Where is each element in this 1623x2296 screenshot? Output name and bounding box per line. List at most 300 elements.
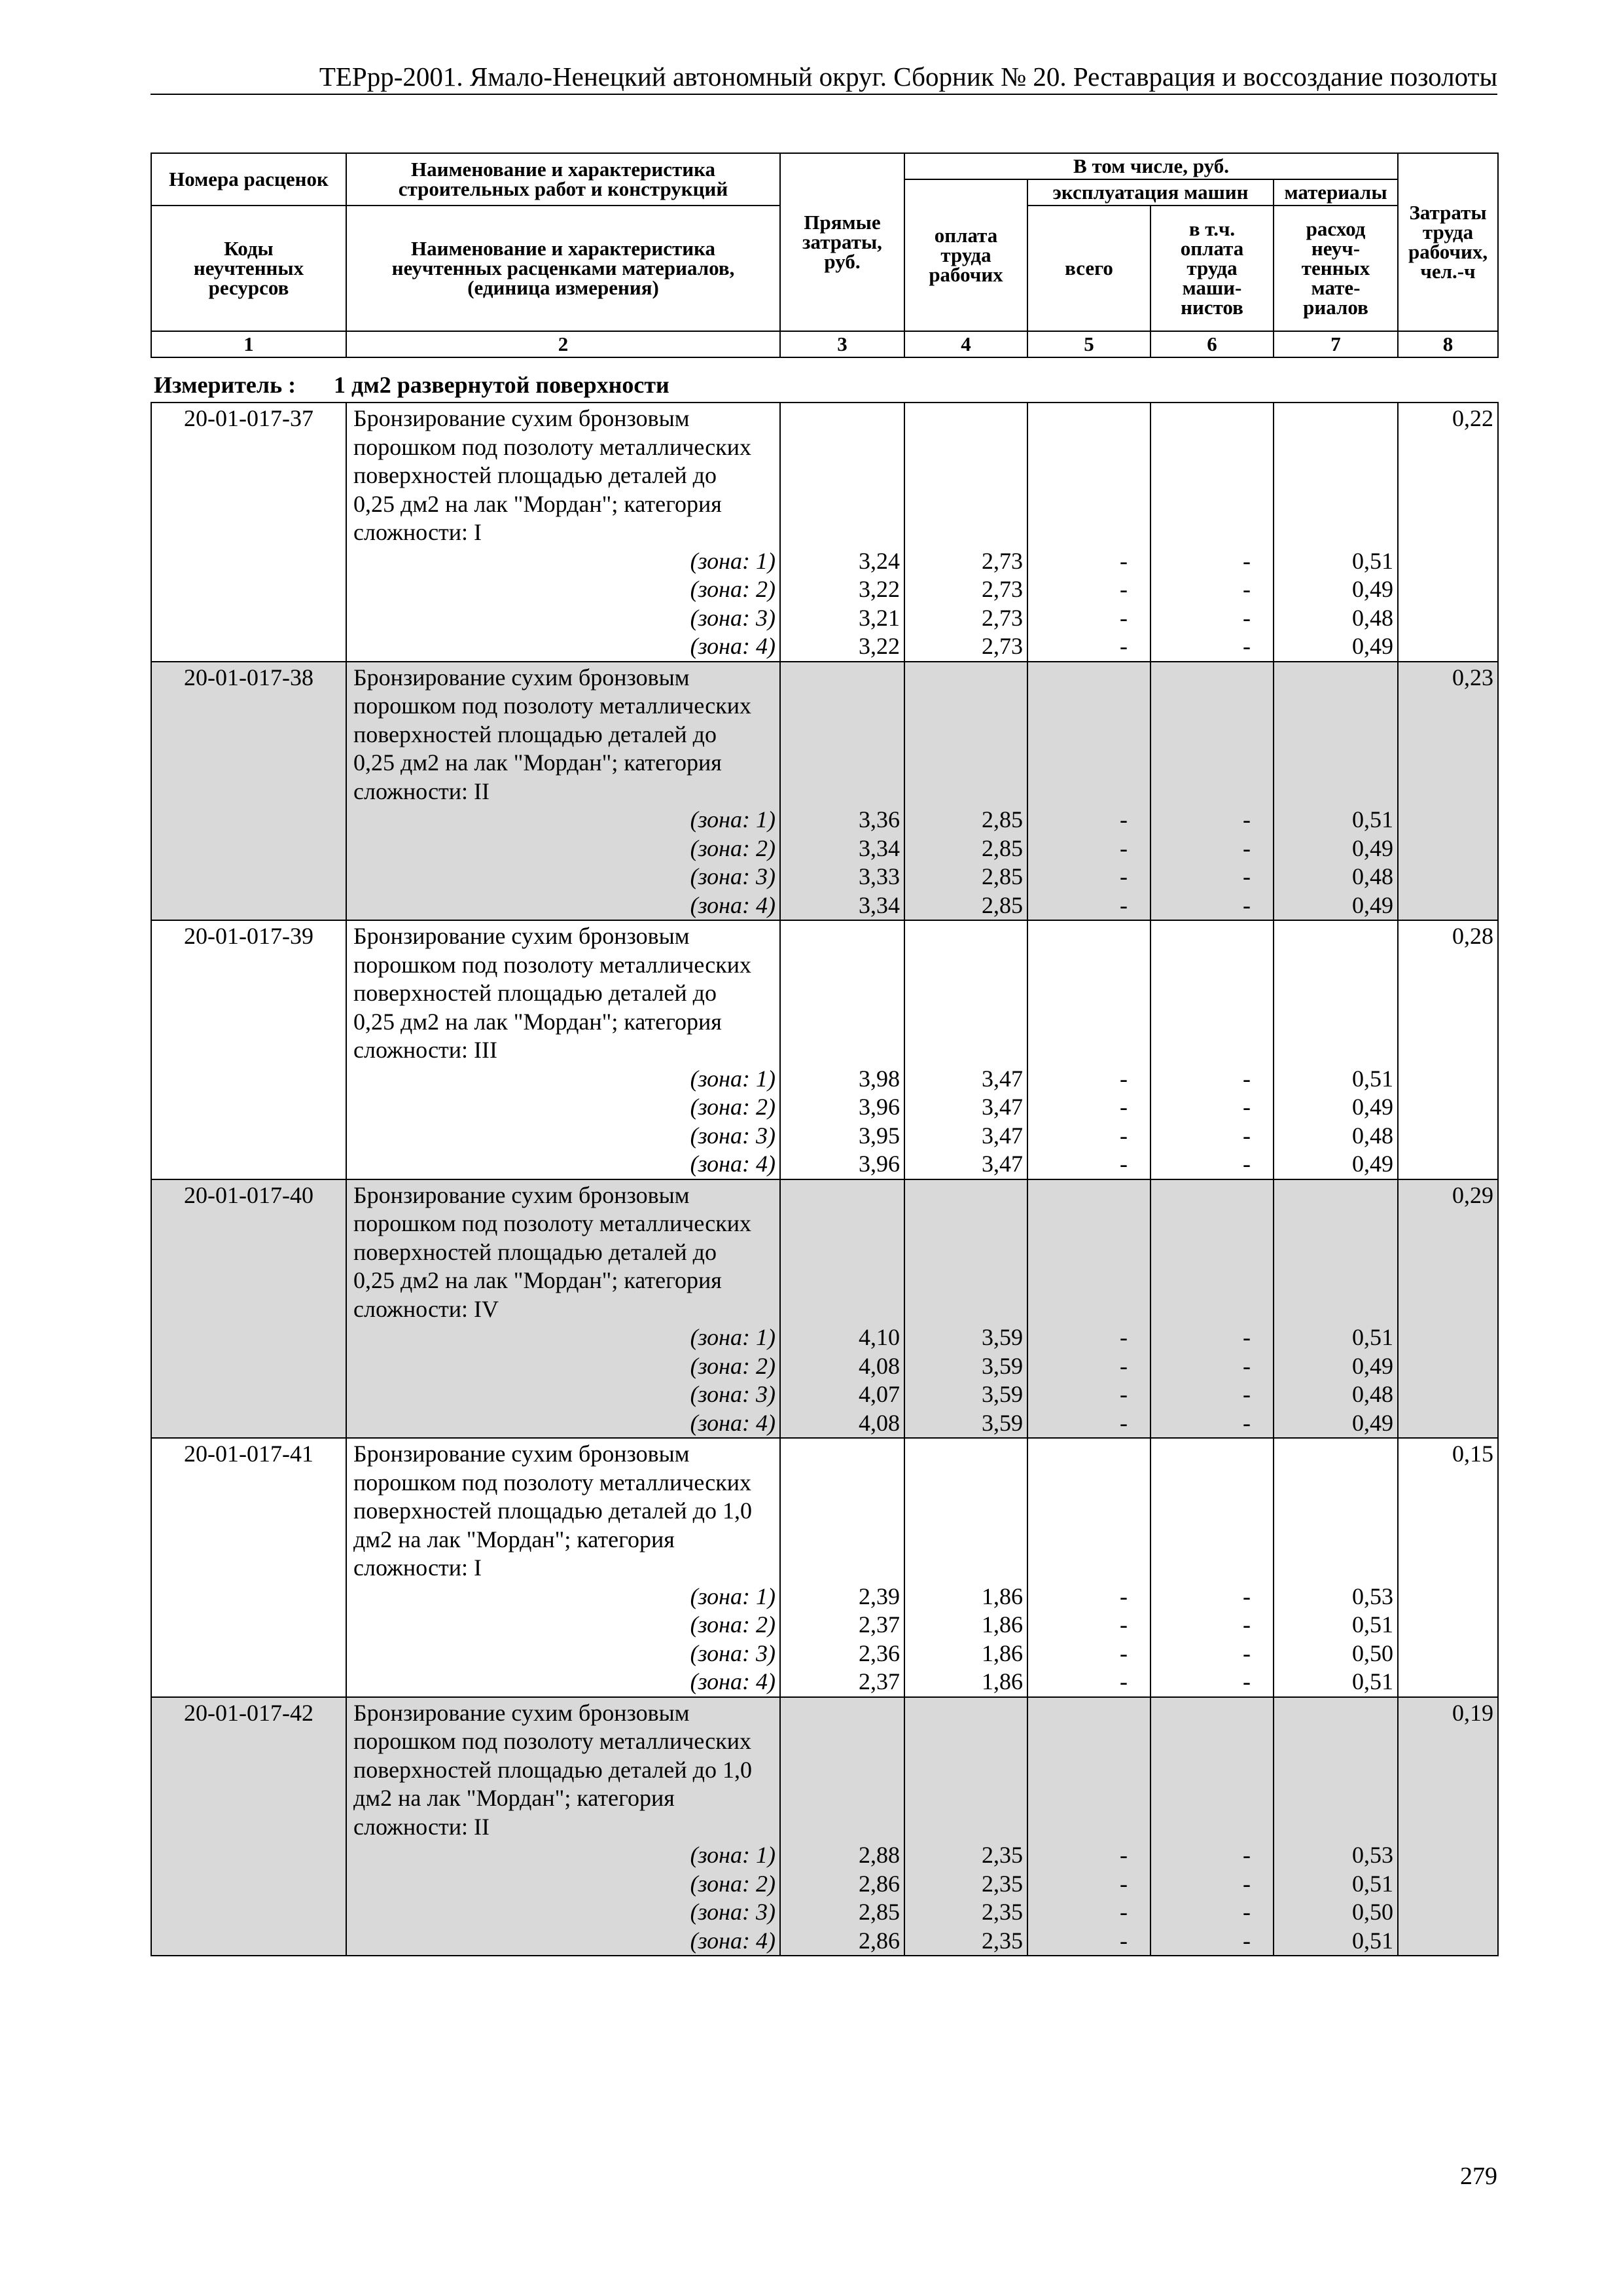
machinists-pay-value: - (1243, 863, 1251, 889)
machines-total-value: - (1120, 1668, 1128, 1695)
labor-pay-value: 2,85 (982, 834, 1023, 861)
col-number: 5 (1027, 331, 1150, 357)
spacer (781, 1813, 900, 1842)
spacer (781, 721, 900, 749)
machinists-pay-value: - (1243, 834, 1251, 861)
spacer (1274, 461, 1393, 490)
machinists-pay-value: - (1243, 1611, 1251, 1638)
spacer (781, 404, 900, 433)
machines-total (1027, 403, 1150, 662)
spacer (781, 1756, 900, 1785)
description-line: порошком под позолоту металлических (353, 692, 751, 719)
spacer (905, 1813, 1023, 1842)
rate-code: 20-01-017-42 (151, 1697, 346, 1956)
machinists-pay (1150, 662, 1274, 921)
materials-use-value: 0,48 (1352, 863, 1393, 889)
labor-pay-value: 2,35 (982, 1870, 1023, 1897)
description-line: 0,25 дм2 на лак "Мордан"; категория (353, 490, 722, 517)
spacer (1274, 1238, 1393, 1267)
zone-label: (зона: 4) (690, 1927, 776, 1954)
spacer (1028, 404, 1128, 433)
spacer (781, 778, 900, 806)
machines-total (1027, 1697, 1150, 1956)
header-materials-line: неуч- (1311, 237, 1361, 260)
materials-use-value: 0,51 (1352, 806, 1393, 833)
materials-use (1274, 662, 1398, 921)
spacer (905, 1497, 1023, 1526)
direct-costs-value: 3,36 (859, 806, 900, 833)
description-line: порошком под позолоту металлических (353, 1469, 751, 1496)
description-line: Бронзирование сухим бронзовым (353, 923, 690, 949)
header-labor-cost-line: Затраты (1409, 201, 1487, 224)
machinists-pay-value: - (1243, 891, 1251, 918)
spacer (1028, 1727, 1128, 1756)
description-line: поверхностей площадью деталей до (353, 462, 717, 488)
materials-use-value: 0,48 (1352, 604, 1393, 631)
labor-pay-value: 1,86 (982, 1640, 1023, 1666)
direct-costs (780, 1697, 904, 1956)
machinists-pay-value: - (1243, 1094, 1251, 1120)
spacer (1151, 1210, 1251, 1238)
labor-pay-value: 3,59 (982, 1352, 1023, 1379)
spacer (1274, 1526, 1393, 1554)
header-rule (151, 94, 1497, 95)
description-line: Бронзирование сухим бронзовым (353, 1441, 690, 1467)
spacer (1028, 664, 1128, 692)
spacer (1028, 490, 1128, 519)
labor-pay-value: 2,35 (982, 1899, 1023, 1925)
zone-label: (зона: 3) (690, 1899, 776, 1925)
spacer (1151, 1526, 1251, 1554)
spacer (781, 922, 900, 951)
direct-costs (780, 1438, 904, 1697)
labor-pay-value: 3,59 (982, 1324, 1023, 1350)
table-row (151, 1697, 1498, 1956)
spacer (1274, 1727, 1393, 1756)
spacer (1028, 1756, 1128, 1785)
labor-pay-value: 3,47 (982, 1151, 1023, 1177)
spacer (781, 1554, 900, 1583)
spacer (905, 1469, 1023, 1498)
header-machinists-line: оплата (1180, 237, 1244, 260)
machinists-pay-value: - (1243, 633, 1251, 659)
spacer (781, 1497, 900, 1526)
machines-total-value: - (1120, 1324, 1128, 1350)
materials-use-value: 0,53 (1352, 1842, 1393, 1868)
spacer (1274, 1497, 1393, 1526)
description-line: дм2 на лак "Мордан"; категория (353, 1526, 675, 1552)
description-line: сложности: II (353, 1813, 490, 1840)
measure-line (154, 370, 669, 399)
spacer (905, 1295, 1023, 1324)
measure-label: Измеритель : (154, 372, 296, 398)
direct-costs-value: 4,07 (859, 1381, 900, 1407)
machinists-pay (1150, 1697, 1274, 1956)
direct-costs-value: 3,22 (859, 633, 900, 659)
machines-total-value: - (1120, 806, 1128, 833)
direct-costs-value: 3,95 (859, 1122, 900, 1149)
table-header (151, 152, 1499, 358)
spacer (905, 1036, 1023, 1065)
spacer (905, 1238, 1023, 1267)
machines-total-value: - (1120, 863, 1128, 889)
header-direct-costs-line: затраты, (802, 230, 882, 253)
labor-pay-value: 1,86 (982, 1611, 1023, 1638)
spacer (1028, 433, 1128, 462)
spacer (1028, 1181, 1128, 1210)
spacer (781, 1440, 900, 1469)
spacer (1274, 1784, 1393, 1813)
header-work-name (346, 153, 780, 206)
description-line: поверхностей площадью деталей до (353, 980, 717, 1006)
materials-use-value: 0,48 (1352, 1122, 1393, 1149)
machines-total-value: - (1120, 1611, 1128, 1638)
spacer (1028, 1036, 1128, 1065)
labor-pay-value: 2,85 (982, 863, 1023, 889)
machinists-pay-value: - (1243, 1870, 1251, 1897)
spacer (1274, 778, 1393, 806)
direct-costs-value: 3,96 (859, 1094, 900, 1120)
labor-cost: 0,15 (1398, 1438, 1498, 1697)
spacer (1151, 1181, 1251, 1210)
labor-pay (904, 1438, 1027, 1697)
machines-total-value: - (1120, 1122, 1128, 1149)
header-codes-line: неучтенных (193, 257, 304, 279)
spacer (1028, 1238, 1128, 1267)
direct-costs-value: 2,86 (859, 1927, 900, 1954)
machines-total (1027, 1179, 1150, 1439)
header-labor-pay (904, 179, 1027, 331)
machines-total (1027, 662, 1150, 921)
header-materials-use (1274, 206, 1398, 331)
spacer (781, 1238, 900, 1267)
spacer (1151, 922, 1251, 951)
zone-label: (зона: 2) (690, 1094, 776, 1120)
direct-costs-value: 3,24 (859, 547, 900, 574)
description-line: 0,25 дм2 на лак "Мордан"; категория (353, 749, 722, 776)
spacer (1274, 1036, 1393, 1065)
zone-label: (зона: 3) (690, 1381, 776, 1407)
spacer (1151, 1497, 1251, 1526)
materials-use-value: 0,50 (1352, 1640, 1393, 1666)
header-direct-costs (780, 153, 904, 331)
table-row (151, 1438, 1498, 1697)
machines-total-value: - (1120, 633, 1128, 659)
description-line: сложности: III (353, 1037, 498, 1063)
materials-use-value: 0,49 (1352, 834, 1393, 861)
labor-pay-value: 2,85 (982, 806, 1023, 833)
description-line: поверхностей площадью деталей до (353, 721, 717, 747)
spacer (1274, 749, 1393, 778)
spacer (1274, 518, 1393, 547)
description-line: Бронзирование сухим бронзовым (353, 405, 690, 431)
rate-code: 20-01-017-38 (151, 662, 346, 921)
materials-use-value: 0,51 (1352, 1870, 1393, 1897)
machines-total-value: - (1120, 604, 1128, 631)
labor-pay-value: 3,47 (982, 1122, 1023, 1149)
machinists-pay (1150, 403, 1274, 662)
rate-code: 20-01-017-39 (151, 920, 346, 1179)
spacer (1274, 1813, 1393, 1842)
spacer (905, 721, 1023, 749)
spacer (781, 692, 900, 721)
materials-use-value: 0,51 (1352, 547, 1393, 574)
spacer (781, 1008, 900, 1037)
materials-use-value: 0,49 (1352, 633, 1393, 659)
labor-pay-value: 2,85 (982, 891, 1023, 918)
page-number: 279 (1460, 2162, 1497, 2190)
spacer (781, 1727, 900, 1756)
spacer (905, 404, 1023, 433)
machinists-pay-value: - (1243, 1122, 1251, 1149)
description-line: 0,25 дм2 на лак "Мордан"; категория (353, 1267, 722, 1293)
spacer (781, 490, 900, 519)
rate-code: 20-01-017-41 (151, 1438, 346, 1697)
description-line: порошком под позолоту металлических (353, 1728, 751, 1754)
header-labor-pay-line: оплата (934, 224, 998, 247)
header-unaccounted-codes (151, 206, 346, 331)
labor-pay-value: 3,59 (982, 1381, 1023, 1407)
header-labor-pay-line: труда (940, 243, 991, 266)
machinists-pay-value: - (1243, 1842, 1251, 1868)
labor-pay-value: 2,35 (982, 1927, 1023, 1954)
header-work-name-line: строительных работ и конструкций (398, 177, 728, 200)
spacer (905, 749, 1023, 778)
spacer (1274, 1008, 1393, 1037)
labor-pay-value: 1,86 (982, 1583, 1023, 1609)
labor-cost: 0,19 (1398, 1697, 1498, 1956)
machines-total-value: - (1120, 547, 1128, 574)
spacer (1151, 1554, 1251, 1583)
materials-use-value: 0,53 (1352, 1583, 1393, 1609)
spacer (1028, 1813, 1128, 1842)
spacer (1028, 721, 1128, 749)
description-line: сложности: I (353, 519, 482, 545)
spacer (905, 1699, 1023, 1728)
spacer (1028, 979, 1128, 1008)
direct-costs-value: 3,22 (859, 576, 900, 602)
materials-use (1274, 1697, 1398, 1956)
spacer (781, 1036, 900, 1065)
header-labor-pay-line: рабочих (929, 263, 1003, 286)
zone-label: (зона: 4) (690, 633, 776, 659)
spacer (1028, 1699, 1128, 1728)
spacer (1151, 721, 1251, 749)
spacer (905, 1210, 1023, 1238)
materials-use-value: 0,49 (1352, 1409, 1393, 1436)
direct-costs-value: 4,08 (859, 1409, 900, 1436)
spacer (1274, 1699, 1393, 1728)
description-line: Бронзирование сухим бронзовым (353, 1181, 690, 1208)
spacer (1151, 404, 1251, 433)
labor-cost: 0,29 (1398, 1179, 1498, 1439)
spacer (1151, 778, 1251, 806)
direct-costs-value: 4,10 (859, 1324, 900, 1350)
spacer (1151, 1238, 1251, 1267)
spacer (1028, 1210, 1128, 1238)
labor-cost: 0,22 (1398, 403, 1498, 662)
materials-use (1274, 403, 1398, 662)
spacer (1151, 1813, 1251, 1842)
spacer (905, 922, 1023, 951)
zone-label: (зона: 1) (690, 1842, 776, 1868)
header-unaccounted-line: неучтенных расценками материалов, (391, 257, 735, 279)
spacer (1151, 1727, 1251, 1756)
spacer (1151, 1295, 1251, 1324)
header-materials-line: риалов (1303, 296, 1368, 319)
materials-use (1274, 920, 1398, 1179)
header-direct-costs-line: руб. (824, 250, 861, 273)
description-line: поверхностей площадью деталей до 1,0 (353, 1756, 752, 1783)
spacer (905, 490, 1023, 519)
spacer (1274, 1295, 1393, 1324)
spacer (781, 1266, 900, 1295)
spacer (1274, 404, 1393, 433)
zone-label: (зона: 1) (690, 1065, 776, 1092)
spacer (1274, 951, 1393, 980)
header-machinists-line: труда (1186, 257, 1238, 279)
direct-costs-value: 2,88 (859, 1842, 900, 1868)
materials-use-value: 0,51 (1352, 1324, 1393, 1350)
spacer (781, 1181, 900, 1210)
header-labor-cost (1398, 153, 1498, 331)
spacer (1274, 979, 1393, 1008)
spacer (905, 1784, 1023, 1813)
machines-total-value: - (1120, 1640, 1128, 1666)
col-number: 8 (1398, 331, 1498, 357)
direct-costs-value: 2,37 (859, 1611, 900, 1638)
machinists-pay-value: - (1243, 1927, 1251, 1954)
spacer (1028, 749, 1128, 778)
rate-code: 20-01-017-40 (151, 1179, 346, 1439)
machinists-pay-value: - (1243, 576, 1251, 602)
header-including: В том числе, руб. (904, 153, 1398, 179)
machines-total-value: - (1120, 1899, 1128, 1925)
machines-total-value: - (1120, 1352, 1128, 1379)
header-materials-line: тенных (1301, 257, 1370, 279)
col-number: 7 (1274, 331, 1398, 357)
machines-total-value: - (1120, 1151, 1128, 1177)
direct-costs-value: 3,34 (859, 834, 900, 861)
machinists-pay-value: - (1243, 547, 1251, 574)
direct-costs-value: 3,34 (859, 891, 900, 918)
spacer (781, 1469, 900, 1498)
spacer (1151, 951, 1251, 980)
header-machines-total: всего (1027, 206, 1150, 331)
labor-pay (904, 1697, 1027, 1956)
zone-label: (зона: 2) (690, 1870, 776, 1897)
labor-cost: 0,28 (1398, 920, 1498, 1179)
header-direct-costs-line: Прямые (804, 211, 881, 234)
spacer (1028, 1554, 1128, 1583)
rate-description (346, 403, 780, 662)
spacer (1151, 1440, 1251, 1469)
spacer (1274, 490, 1393, 519)
spacer (1028, 1469, 1128, 1498)
spacer (781, 664, 900, 692)
materials-use-value: 0,49 (1352, 1352, 1393, 1379)
spacer (1028, 461, 1128, 490)
spacer (1151, 664, 1251, 692)
header-labor-cost-line: труда (1422, 221, 1474, 243)
table-row (151, 920, 1498, 1179)
spacer (1151, 749, 1251, 778)
machines-total-value: - (1120, 576, 1128, 602)
spacer (1028, 1008, 1128, 1037)
labor-pay (904, 920, 1027, 1179)
description-line: 0,25 дм2 на лак "Мордан"; категория (353, 1008, 722, 1035)
machines-total-value: - (1120, 1583, 1128, 1609)
spacer (1274, 433, 1393, 462)
spacer (1151, 1036, 1251, 1065)
description-line: сложности: I (353, 1554, 482, 1581)
spacer (1028, 1784, 1128, 1813)
spacer (905, 979, 1023, 1008)
description-line: дм2 на лак "Мордан"; категория (353, 1785, 675, 1811)
labor-pay-value: 2,73 (982, 547, 1023, 574)
header-machines: эксплуатация машин (1027, 179, 1274, 206)
spacer (781, 951, 900, 980)
spacer (905, 1554, 1023, 1583)
spacer (781, 518, 900, 547)
spacer (1151, 490, 1251, 519)
rate-code: 20-01-017-37 (151, 403, 346, 662)
machines-total-value: - (1120, 1381, 1128, 1407)
machinists-pay-value: - (1243, 1583, 1251, 1609)
spacer (1151, 692, 1251, 721)
direct-costs-value: 2,86 (859, 1870, 900, 1897)
materials-use-value: 0,49 (1352, 1151, 1393, 1177)
spacer (1274, 1756, 1393, 1785)
spacer (1028, 951, 1128, 980)
header-unaccounted-line: (единица измерения) (467, 276, 659, 299)
spacer (905, 1008, 1023, 1037)
spacer (1151, 1756, 1251, 1785)
table-row (151, 403, 1498, 662)
direct-costs-value: 2,36 (859, 1640, 900, 1666)
zone-label: (зона: 4) (690, 1668, 776, 1695)
spacer (1151, 518, 1251, 547)
spacer (905, 1526, 1023, 1554)
spacer (905, 692, 1023, 721)
spacer (781, 1295, 900, 1324)
direct-costs-value: 2,85 (859, 1899, 900, 1925)
machines-total-value: - (1120, 1927, 1128, 1954)
header-codes-line: Коды (224, 237, 274, 260)
machinists-pay-value: - (1243, 1352, 1251, 1379)
labor-pay-value: 3,47 (982, 1094, 1023, 1120)
header-machinists-line: в т.ч. (1188, 217, 1236, 240)
spacer (1028, 1440, 1128, 1469)
direct-costs (780, 403, 904, 662)
spacer (1028, 1497, 1128, 1526)
direct-costs-value: 3,96 (859, 1151, 900, 1177)
header-materials-line: расход (1306, 217, 1366, 240)
rates-table (151, 402, 1499, 1956)
spacer (781, 1210, 900, 1238)
labor-pay-value: 2,35 (982, 1842, 1023, 1868)
spacer (1028, 692, 1128, 721)
zone-label: (зона: 1) (690, 1583, 776, 1609)
machines-total-value: - (1120, 1409, 1128, 1436)
zone-label: (зона: 3) (690, 604, 776, 631)
spacer (1274, 1554, 1393, 1583)
spacer (905, 951, 1023, 980)
measure-value: 1 дм2 развернутой поверхности (334, 372, 669, 398)
spacer (1151, 1784, 1251, 1813)
header-machinists-pay (1150, 206, 1274, 331)
spacer (781, 1699, 900, 1728)
